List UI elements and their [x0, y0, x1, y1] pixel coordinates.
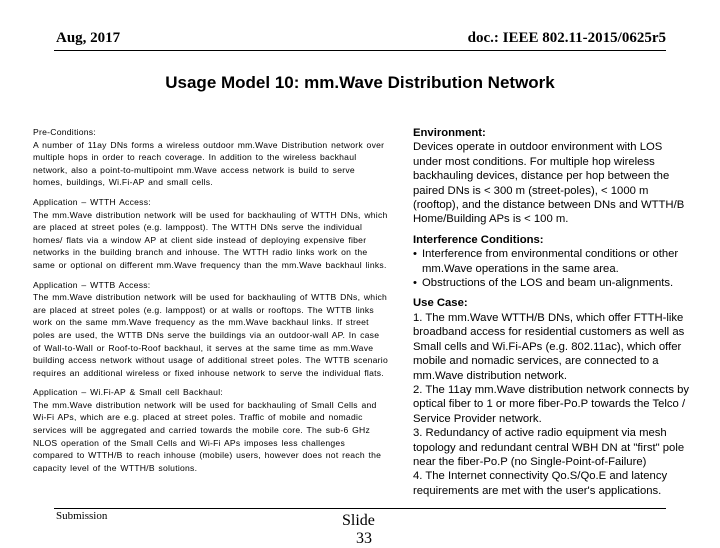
slide-label: Slide	[342, 512, 375, 529]
left-column	[33, 126, 388, 481]
right-column	[413, 126, 693, 504]
slide-title: Usage Model 10: mm.Wave Distribution Network	[165, 73, 555, 92]
block-heading: Pre-Conditions:	[33, 127, 96, 137]
use-case-item: 1. The mm.Wave WTTH/B DNs, which offer FTTH-like broadband access for residential customers as well as Small cells and Wi.Fi-APs (e.g. 802.11ac), which offer mobile and nomadic services, are connected to a mm.Wave distribution network.	[413, 311, 685, 382]
use-case-item: 3. Redundancy of active radio equipment via mesh topology and redundant central WBH DN at "first" pole near the fiber-Po.P (no Single-Point-of-Failure)	[413, 427, 685, 468]
slide-number: 33	[356, 530, 372, 547]
environment-text: Devices operate in outdoor environment with LOS under most conditions. For multiple hop wireless backhauling devices, distance per hop between the paired DNs is < 300 m (street-poles), < 1000 m (rooftop), and the distance between DNs and WTTH/B Home/Building APs is < 100 m.	[413, 141, 685, 226]
wttb-access-block	[33, 279, 388, 380]
bullet-text: Interference from environmental conditions or other mm.Wave operations in the same area.	[422, 248, 679, 275]
footer-divider	[54, 508, 666, 509]
block-heading: Application – Wi.Fi-AP & Small cell Backhaul:	[33, 387, 223, 398]
wtth-access-block	[33, 196, 388, 272]
use-case-item: 4. The Internet connectivity Qo.S/Qo.E and latency requirements are met with the user's applications.	[413, 470, 668, 497]
environment-heading: Environment:	[413, 127, 486, 139]
use-case-heading: Use Case:	[413, 297, 468, 310]
block-text: The mm.Wave distribution network will be used for backhauling of WTTH DNs, which are placed at street poles (e.g. lamppost). The WTTH DNs serve the individual homes/ flats via a window AP at client side instead of deploying expensive fiber networks in the building branch and inhouse. The WTTH radio links work on the same or optional on different mm.Wave frequency than the mm.Wave backhaul links.	[33, 209, 388, 270]
block-text: A number of 11ay DNs forms a wireless outdoor mm.Wave Distribution network over multiple hops in order to reach coverage. In addition to the wireless backhaul network, also a point-to-multipoint mm.Wave access network is build to serve homes, buildings, Wi.Fi-AP and small cells.	[33, 139, 385, 188]
bullet-icon: •	[413, 248, 417, 261]
wifi-small-cell-block	[33, 386, 388, 474]
bullet-icon: •	[413, 277, 417, 290]
block-heading: Application – WTTB Access:	[33, 279, 151, 290]
bullet-text: Obstructions of the LOS and beam un-alignments.	[422, 277, 674, 290]
use-case-section	[413, 296, 693, 498]
header-date: Aug, 2017	[56, 30, 121, 46]
interference-bullet	[413, 276, 693, 290]
block-text: The mm.Wave distribution network will be used for backhauling of WTTB DNs, which are placed at street poles (e.g. lamppost) or at walls or rooftops. The WTTB links work on the same mm.Wave frequency as the mm.Wave backhaul links. If street poles are used, the WTTB DNs serve the buildings via an outdoor-wall AP. In case of Wall-to-Wall or Roof-to-Roof backhaul, it serves at the same time as mm.Wave building access network without usage of additional street poles. The WTTB scenario requires an additional wireless or fixed inhouse network to serve the individual flats.	[33, 292, 388, 378]
block-heading: Application – WTTH Access:	[33, 196, 151, 207]
interference-heading: Interference Conditions:	[413, 233, 544, 246]
block-text: The mm.Wave distribution network will be used for backhauling of Small Cells and Wi-Fi APs, which are e.g. placed at street poles. Traffic of mobile and nomadic services will be aggregated and carried towards the mobile core. The sub-6 GHz NLOS operation of the Small Cells and Wi-Fi APs imposes less challenges compared to WTTH/B to reach inhouse (mobile) users, however does not reach the capacity level of the WTTH/B solutions.	[33, 399, 382, 473]
pre-conditions-block	[33, 126, 388, 189]
footer-submission: Submission	[56, 510, 108, 522]
header-divider	[54, 50, 666, 51]
interference-section	[413, 233, 693, 291]
environment-section	[413, 126, 693, 227]
interference-bullet	[413, 247, 693, 276]
header-doc-id: doc.: IEEE 802.11-2015/0625r5	[467, 30, 666, 46]
use-case-item: 2. The 11ay mm.Wave distribution network connects by optical fiber to 1 or more fiber-Po.P towards the Telco / Service Provider network.	[413, 383, 690, 425]
